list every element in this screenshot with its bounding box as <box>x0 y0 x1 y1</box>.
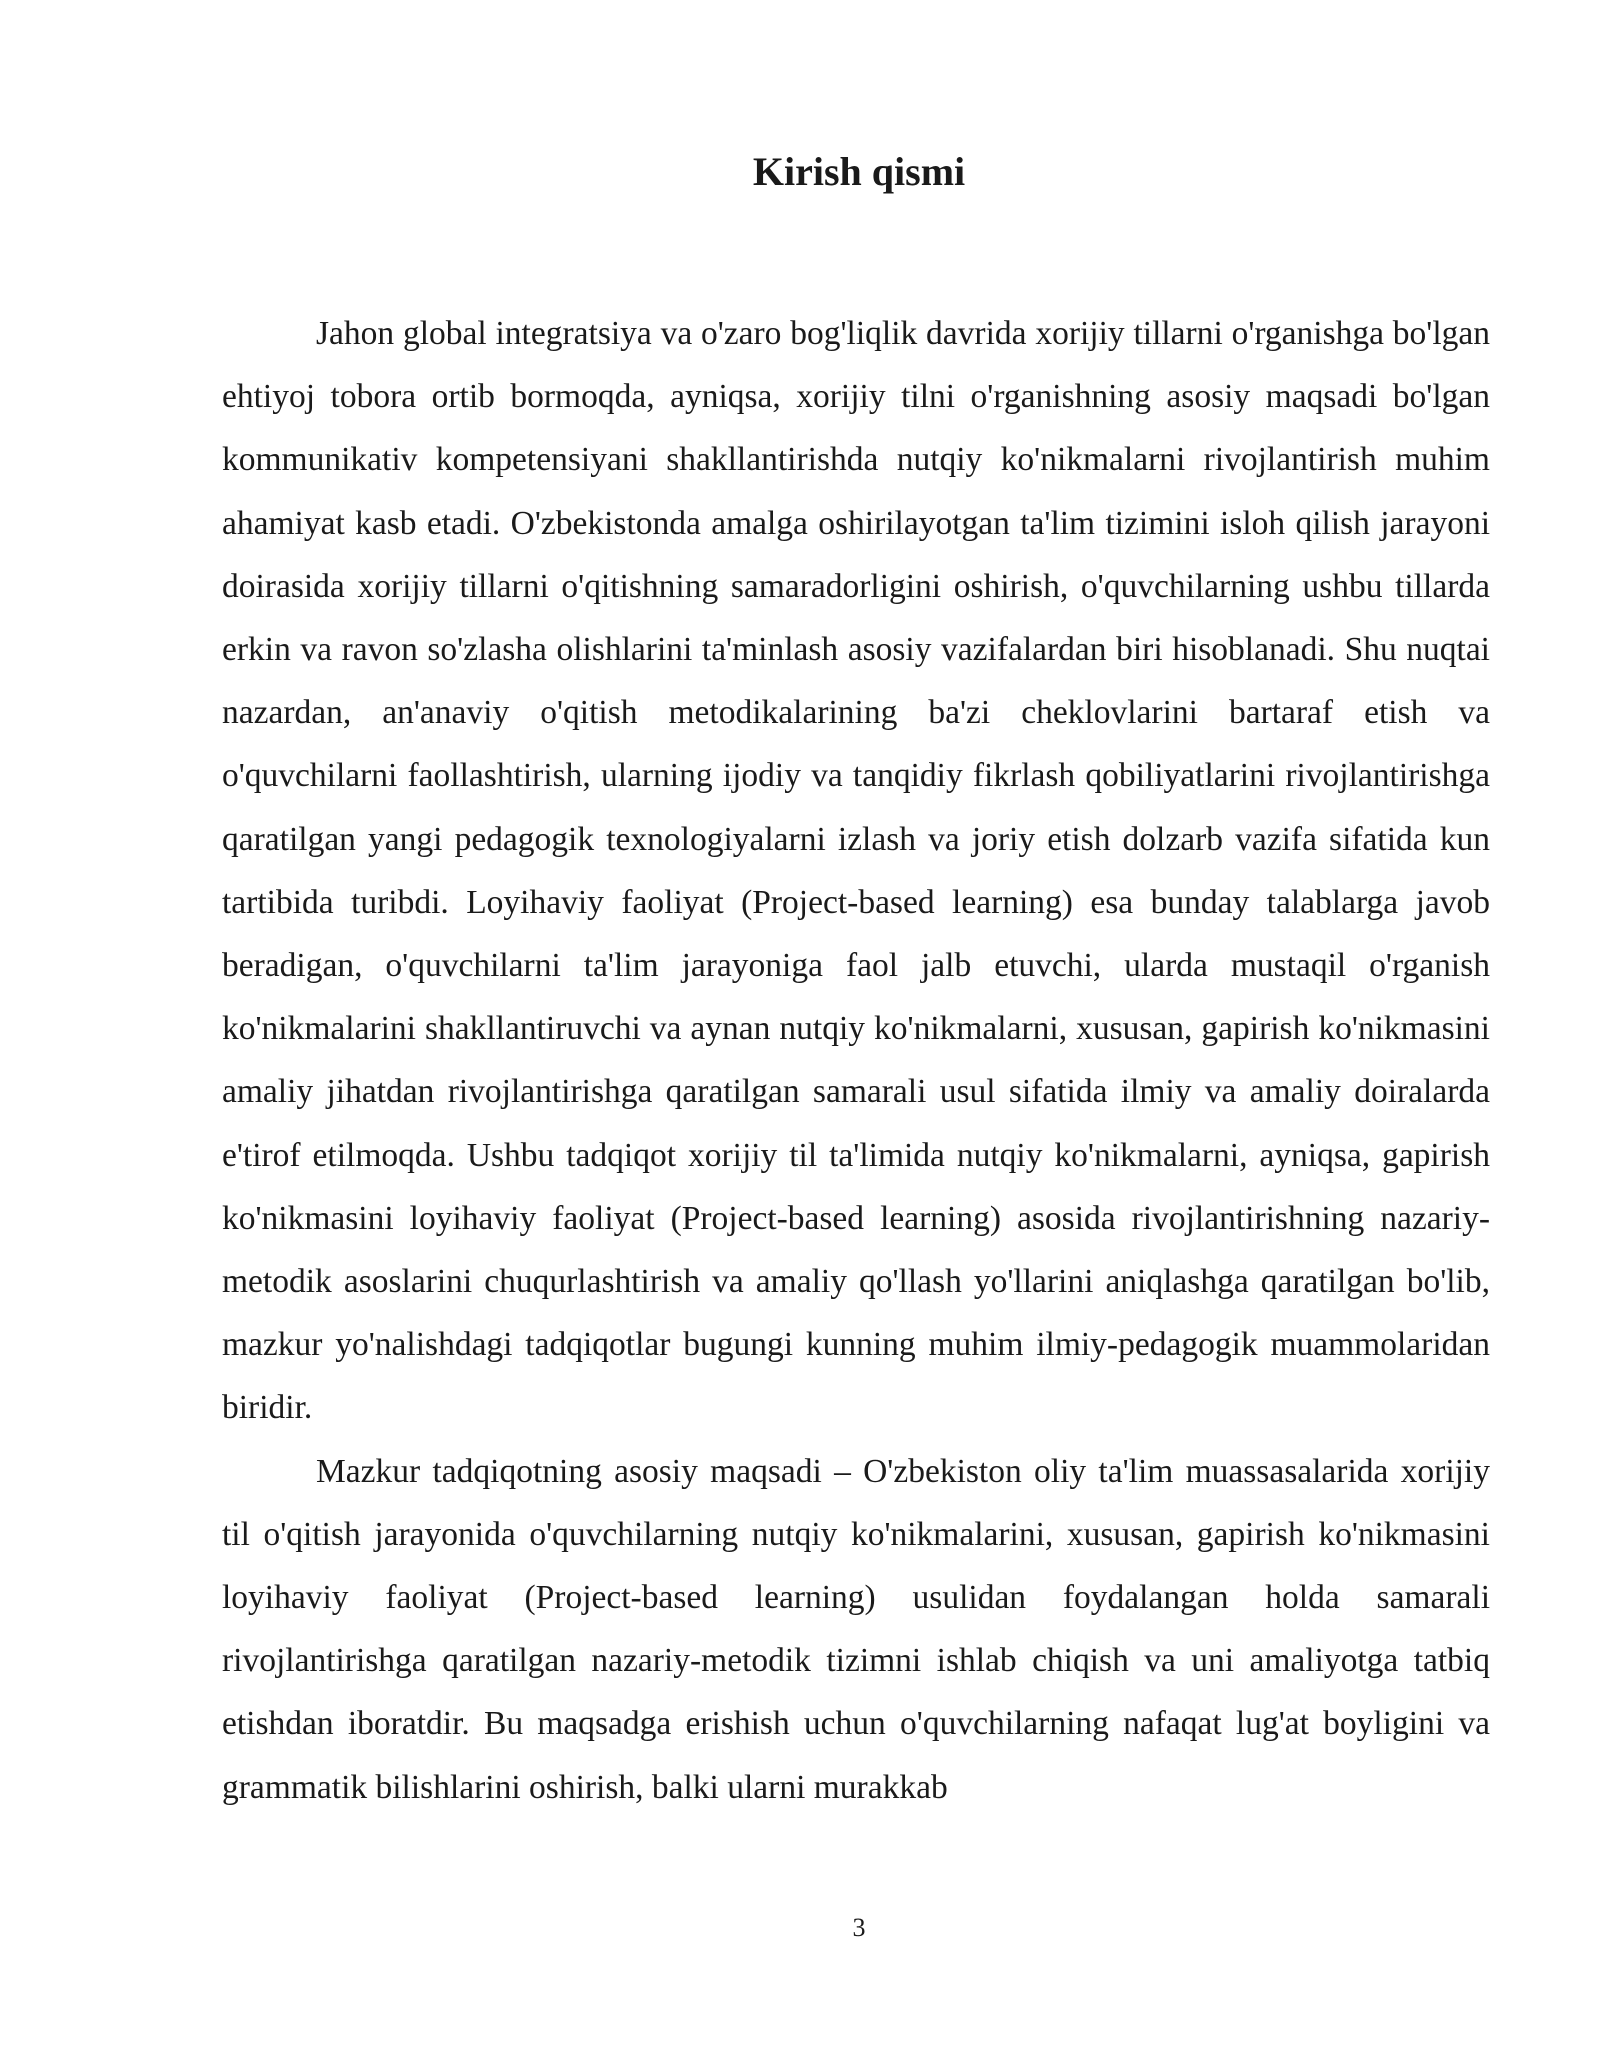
paragraph-2: Mazkur tadqiqotning asosiy maqsadi – O'zbekiston oliy ta'lim muassasalarida xorijiy til o'qitish jarayonida o'quvchilarning nutqiy ko'nikmalarini, xususan, gapirish ko'nikmasini loyihaviy faoliyat (Project-based learning) usulidan foydalangan holda samarali rivojlantirishga qaratilgan nazariy-metodik tizimni ishlab chiqish va uni amaliyotga tatbiq etishdan iboratdir. Bu maqsadga erishish uchun o'quvchilarning nafaqat lug'at boyligini va grammatik bilishlarini oshirish, balki ularni murakkab <box>222 1452 1490 1806</box>
page-number: 3 <box>852 1913 866 1942</box>
body-text <box>222 302 1490 1819</box>
paragraph-1: Jahon global integratsiya va o'zaro bog'liqlik davrida xorijiy tillarni o'rganishga bo'lgan ehtiyoj tobora ortib bormoqda, ayniqsa, xorijiy tilni o'rganishning asosiy maqsadi bo'lgan kommunikativ kompetensiyani shakllantirishda nutqiy ko'nikmalarni rivojlantirish muhim ahamiyat kasb etadi. O'zbekistonda amalga oshirilayotgan ta'lim tizimini isloh qilish jarayoni doirasida xorijiy tillarni o'qitishning samaradorligini oshirish, o'quvchilarning ushbu tillarda erkin va ravon so'zlasha olishlarini ta'minlash asosiy vazifalardan biri hisoblanadi. Shu nuqtai nazardan, an'anaviy o'qitish metodikalarining ba'zi cheklovlarini bartaraf etish va o'quvchilarni faollashtirish, ularning ijodiy va tanqidiy fikrlash qobiliyatlarini rivojlantirishga qaratilgan yangi pedagogik texnologiyalarni izlash va joriy etish dolzarb vazifa sifatida kun tartibida turibdi. Loyihaviy faoliyat (Project-based learning) esa bunday talablarga javob beradigan, o'quvchilarni ta'lim jarayoniga faol jalb etuvchi, ularda mustaqil o'rganish ko'nikmalarini shakllantiruvchi va aynan nutqiy ko'nikmalarni, xususan, gapirish ko'nikmasini amaliy jihatdan rivojlantirishga qaratilgan samarali usul sifatida ilmiy va amaliy doiralarda e'tirof etilmoqda. Ushbu tadqiqot xorijiy til ta'limida nutqiy ko'nikmalarni, ayniqsa, gapirish ko'nikmasini loyihaviy faoliyat (Project-based learning) asosida rivojlantirishning nazariy-metodik asoslarini chuqurlashtirish va amaliy qo'llash yo'llarini aniqlashga qaratilgan bo'lib, mazkur yo'nalishdagi tadqiqotlar bugungi kunning muhim ilmiy-pedagogik muammolaridan biridir. <box>222 315 1490 1427</box>
page-title: Kirish qismi <box>752 149 966 194</box>
